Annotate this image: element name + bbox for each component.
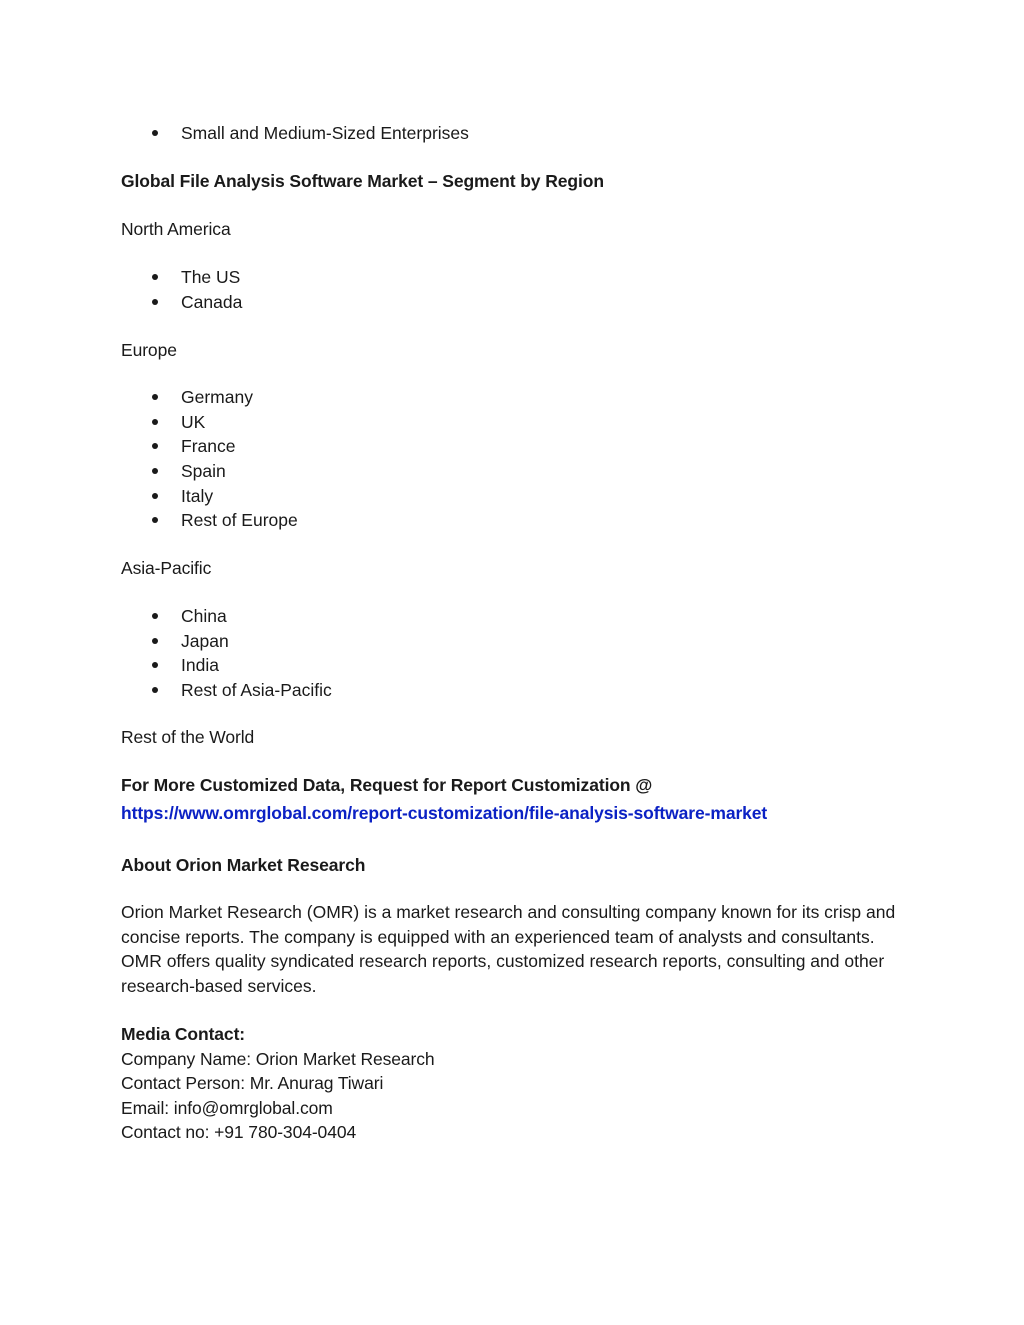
list-item-text: France <box>181 436 236 456</box>
bullet-icon <box>152 419 158 425</box>
bullet-icon <box>152 638 158 644</box>
region-label-north-america: North America <box>121 219 231 239</box>
bullet-icon <box>152 443 158 449</box>
list-item-text: The US <box>181 267 241 287</box>
bullet-icon <box>152 299 158 305</box>
list-item-text: Small and Medium-Sized Enterprises <box>181 123 469 143</box>
list-item-text: China <box>181 606 227 626</box>
list-item-text: Canada <box>181 292 243 312</box>
contact-person: Contact Person: Mr. Anurag Tiwari <box>121 1073 384 1093</box>
bullet-icon <box>152 517 158 523</box>
region-label-rest-of-world: Rest of the World <box>121 727 255 747</box>
bullet-icon <box>152 493 158 499</box>
region-label-europe: Europe <box>121 340 177 360</box>
list-item-text: Japan <box>181 631 229 651</box>
list-item-text: UK <box>181 412 206 432</box>
about-paragraph: Orion Market Research (OMR) is a market research and consulting company known for its crisp and concise reports. The company is equipped with an experienced team of analysts and consultants. OMR offers quality syndicated research reports, customized research reports, consulting and other research-based services. <box>121 902 896 997</box>
list-item-text: India <box>181 655 219 675</box>
region-label-asia-pacific: Asia-Pacific <box>121 558 212 578</box>
bullet-icon <box>152 613 158 619</box>
list-item-text: Rest of Asia-Pacific <box>181 680 332 700</box>
about-heading: About Orion Market Research <box>121 855 366 875</box>
contact-company: Company Name: Orion Market Research <box>121 1049 435 1069</box>
media-contact-heading: Media Contact: <box>121 1024 246 1044</box>
bullet-icon <box>152 274 158 280</box>
bullet-icon <box>152 130 158 136</box>
list-item-text: Rest of Europe <box>181 510 298 530</box>
list-item-text: Spain <box>181 461 226 481</box>
contact-email: Email: info@omrglobal.com <box>121 1098 333 1118</box>
bullet-icon <box>152 394 158 400</box>
bullet-icon <box>152 468 158 474</box>
contact-phone: Contact no: +91 780-304-0404 <box>121 1122 357 1142</box>
customization-label: For More Customized Data, Request for Report Customization @ <box>121 775 653 795</box>
list-item-text: Italy <box>181 486 214 506</box>
list-item-text: Germany <box>181 387 253 407</box>
customization-link[interactable]: https://www.omrglobal.com/report-customization/file-analysis-software-market <box>121 803 768 823</box>
bullet-icon <box>152 662 158 668</box>
bullet-icon <box>152 687 158 693</box>
section-heading: Global File Analysis Software Market – Segment by Region <box>121 171 604 191</box>
